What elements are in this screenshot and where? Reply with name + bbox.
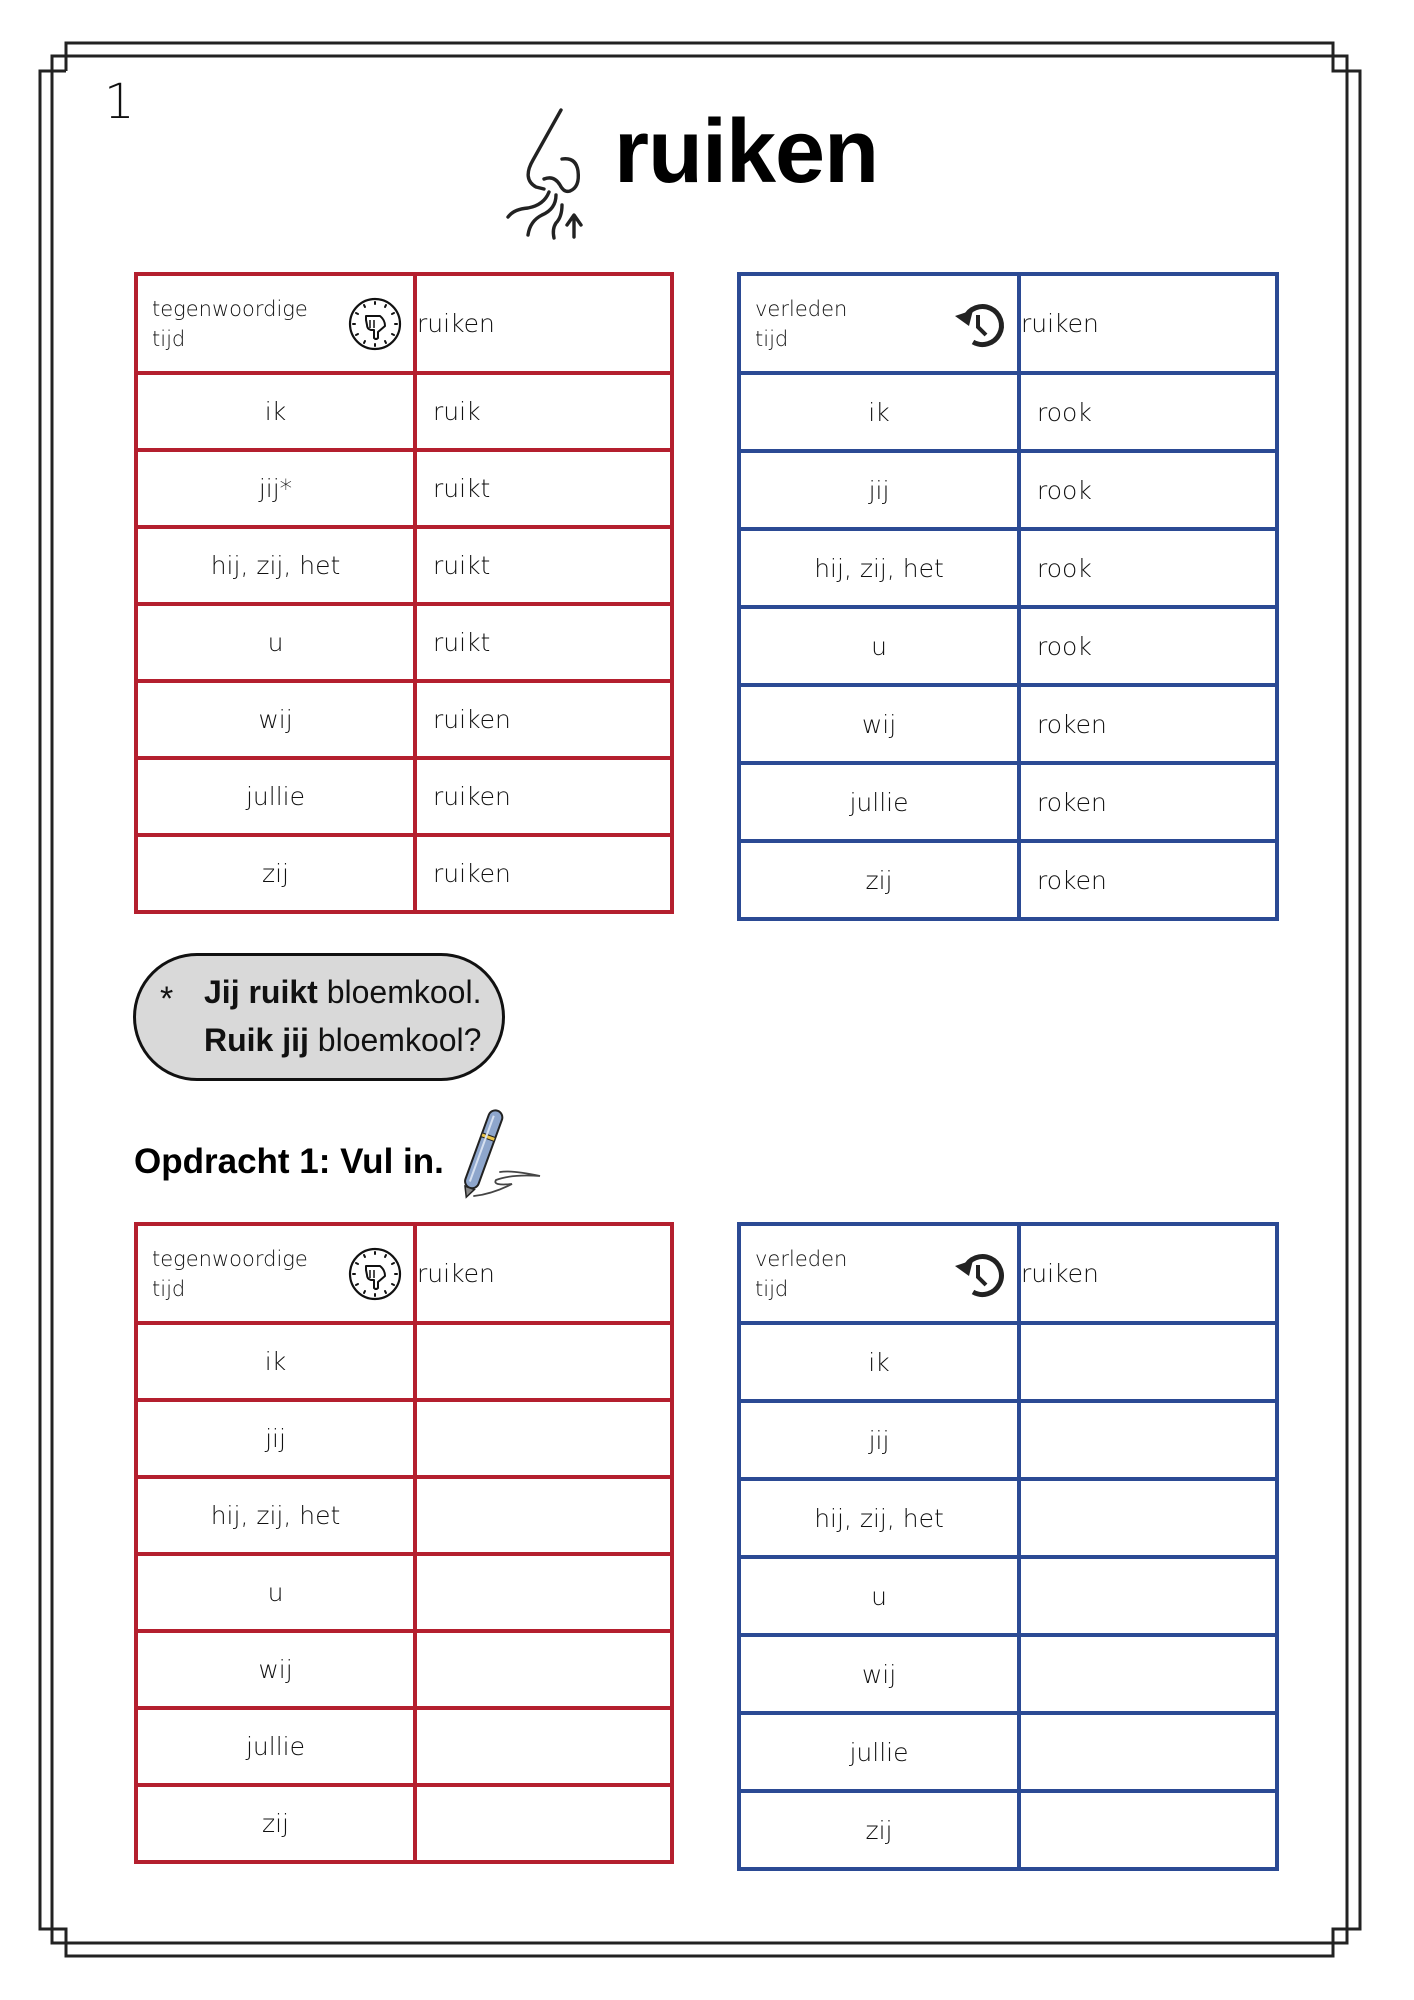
verb-header-cell: ruiken — [1019, 274, 1277, 373]
note-line-2-bold: Ruik jij — [204, 1022, 309, 1058]
verb-form-cell: rook — [1019, 373, 1277, 451]
verb-form-cell: ruiken — [415, 758, 672, 835]
past-tense-table — [737, 272, 1279, 921]
answer-cell[interactable] — [1019, 1479, 1277, 1557]
verb-form-cell: rook — [1019, 607, 1277, 685]
table-row — [739, 373, 1277, 451]
table-row — [739, 607, 1277, 685]
answer-cell[interactable] — [1019, 1401, 1277, 1479]
table-row — [136, 1323, 672, 1400]
pronoun-cell: u — [739, 607, 1019, 685]
table-row — [136, 1631, 672, 1708]
page-number: 1 — [104, 74, 135, 130]
pronoun-cell: hij, zij, het — [739, 1479, 1019, 1557]
table-row — [136, 681, 672, 758]
pronoun-cell: ik — [136, 373, 415, 450]
table-row — [136, 758, 672, 835]
verb-header-cell: ruiken — [1019, 1224, 1277, 1323]
answer-cell[interactable] — [415, 1631, 672, 1708]
tense-label-line2: tijd — [755, 1277, 789, 1301]
verb-form-cell: roken — [1019, 763, 1277, 841]
answer-cell[interactable] — [1019, 1635, 1277, 1713]
pronoun-cell: jij — [739, 451, 1019, 529]
table-header-row — [739, 1224, 1277, 1323]
table-row — [739, 763, 1277, 841]
answer-cell[interactable] — [1019, 1557, 1277, 1635]
exercise-past-tense-table — [737, 1222, 1279, 1871]
pronoun-cell: hij, zij, het — [739, 529, 1019, 607]
table-row — [136, 1477, 672, 1554]
verb-form-cell: ruikt — [415, 604, 672, 681]
table-row — [739, 1479, 1277, 1557]
exercise-present-tense-table — [134, 1222, 674, 1864]
verb-form-cell: ruikt — [415, 450, 672, 527]
tense-label-line1: verleden — [755, 1247, 848, 1271]
pronoun-cell: u — [739, 1557, 1019, 1635]
tense-header-cell — [136, 274, 415, 373]
answer-cell[interactable] — [415, 1400, 672, 1477]
asterisk-marker: * — [160, 980, 174, 1018]
pronoun-cell: u — [136, 1554, 415, 1631]
pronoun-cell: jullie — [739, 1713, 1019, 1791]
verb-form-cell: roken — [1019, 685, 1277, 763]
table-row — [136, 604, 672, 681]
table-row — [739, 841, 1277, 919]
pronoun-cell: hij, zij, het — [136, 1477, 415, 1554]
table-row — [739, 451, 1277, 529]
tense-label-line2: tijd — [152, 327, 186, 351]
pronoun-cell: wij — [739, 1635, 1019, 1713]
answer-cell[interactable] — [415, 1708, 672, 1785]
pronoun-cell: jullie — [136, 1708, 415, 1785]
pronoun-cell: ik — [739, 373, 1019, 451]
history-icon — [951, 1246, 1007, 1302]
tense-label — [755, 294, 847, 354]
pronoun-cell: ik — [136, 1323, 415, 1400]
tense-label-line1: tegenwoordige — [152, 1247, 308, 1271]
table-row — [739, 685, 1277, 763]
answer-cell[interactable] — [1019, 1713, 1277, 1791]
pronoun-cell: ik — [739, 1323, 1019, 1401]
note-line-2 — [204, 1022, 481, 1059]
example-note — [133, 953, 505, 1081]
table-row — [136, 835, 672, 912]
pronoun-cell: jij — [136, 1400, 415, 1477]
verb-form-cell: ruiken — [415, 835, 672, 912]
table-row — [739, 1635, 1277, 1713]
table-row — [136, 1554, 672, 1631]
pronoun-cell: hij, zij, het — [136, 527, 415, 604]
pronoun-cell: zij — [136, 1785, 415, 1862]
table-row — [136, 1400, 672, 1477]
verb-header-cell: ruiken — [415, 274, 672, 373]
tense-header-cell — [136, 1224, 415, 1323]
answer-cell[interactable] — [415, 1554, 672, 1631]
verb-form-cell: rook — [1019, 451, 1277, 529]
tense-label-line1: verleden — [755, 297, 848, 321]
nose-smell-icon — [500, 105, 592, 245]
pronoun-cell: jullie — [136, 758, 415, 835]
pronoun-cell: wij — [739, 685, 1019, 763]
tense-label-line2: tijd — [755, 327, 789, 351]
tense-label — [152, 294, 308, 354]
clock-pointing-hand-icon — [347, 1246, 403, 1302]
table-row — [739, 1323, 1277, 1401]
table-row — [739, 529, 1277, 607]
note-line-1 — [204, 974, 481, 1011]
table-row — [136, 527, 672, 604]
table-row — [136, 1785, 672, 1862]
table-row — [136, 450, 672, 527]
exercise-title: Opdracht 1: Vul in. — [134, 1142, 444, 1181]
pronoun-cell: jij* — [136, 450, 415, 527]
pronoun-cell: jullie — [739, 763, 1019, 841]
table-header-row — [136, 274, 672, 373]
pronoun-cell: jij — [739, 1401, 1019, 1479]
table-row — [739, 1713, 1277, 1791]
verb-form-cell: rook — [1019, 529, 1277, 607]
tense-label — [755, 1244, 847, 1304]
table-row — [136, 1708, 672, 1785]
note-line-2-rest: bloemkool? — [308, 1022, 482, 1058]
pronoun-cell: zij — [136, 835, 415, 912]
verb-form-cell: ruik — [415, 373, 672, 450]
clock-pointing-hand-icon — [347, 296, 403, 352]
page-title: ruiken — [614, 102, 879, 202]
pen-writing-icon — [452, 1104, 548, 1204]
history-icon — [951, 296, 1007, 352]
verb-header-cell: ruiken — [415, 1224, 672, 1323]
answer-cell[interactable] — [415, 1785, 672, 1862]
table-row — [739, 1557, 1277, 1635]
verb-form-cell: roken — [1019, 841, 1277, 919]
answer-cell[interactable] — [1019, 1323, 1277, 1401]
tense-label-line2: tijd — [152, 1277, 186, 1301]
table-row — [739, 1791, 1277, 1869]
note-line-1-rest: bloemkool. — [317, 974, 482, 1010]
verb-form-cell: ruiken — [415, 681, 672, 758]
tense-label — [152, 1244, 308, 1304]
table-header-row — [739, 274, 1277, 373]
tense-header-cell — [739, 274, 1019, 373]
answer-cell[interactable] — [415, 1323, 672, 1400]
table-row — [136, 373, 672, 450]
answer-cell[interactable] — [415, 1477, 672, 1554]
note-line-1-bold: Jij ruikt — [204, 974, 318, 1010]
verb-form-cell: ruikt — [415, 527, 672, 604]
pronoun-cell: wij — [136, 1631, 415, 1708]
tense-label-line1: tegenwoordige — [152, 297, 308, 321]
pronoun-cell: zij — [739, 841, 1019, 919]
tense-header-cell — [739, 1224, 1019, 1323]
table-header-row — [136, 1224, 672, 1323]
present-tense-table — [134, 272, 674, 914]
table-row — [739, 1401, 1277, 1479]
pronoun-cell: u — [136, 604, 415, 681]
answer-cell[interactable] — [1019, 1791, 1277, 1869]
pronoun-cell: wij — [136, 681, 415, 758]
pronoun-cell: zij — [739, 1791, 1019, 1869]
